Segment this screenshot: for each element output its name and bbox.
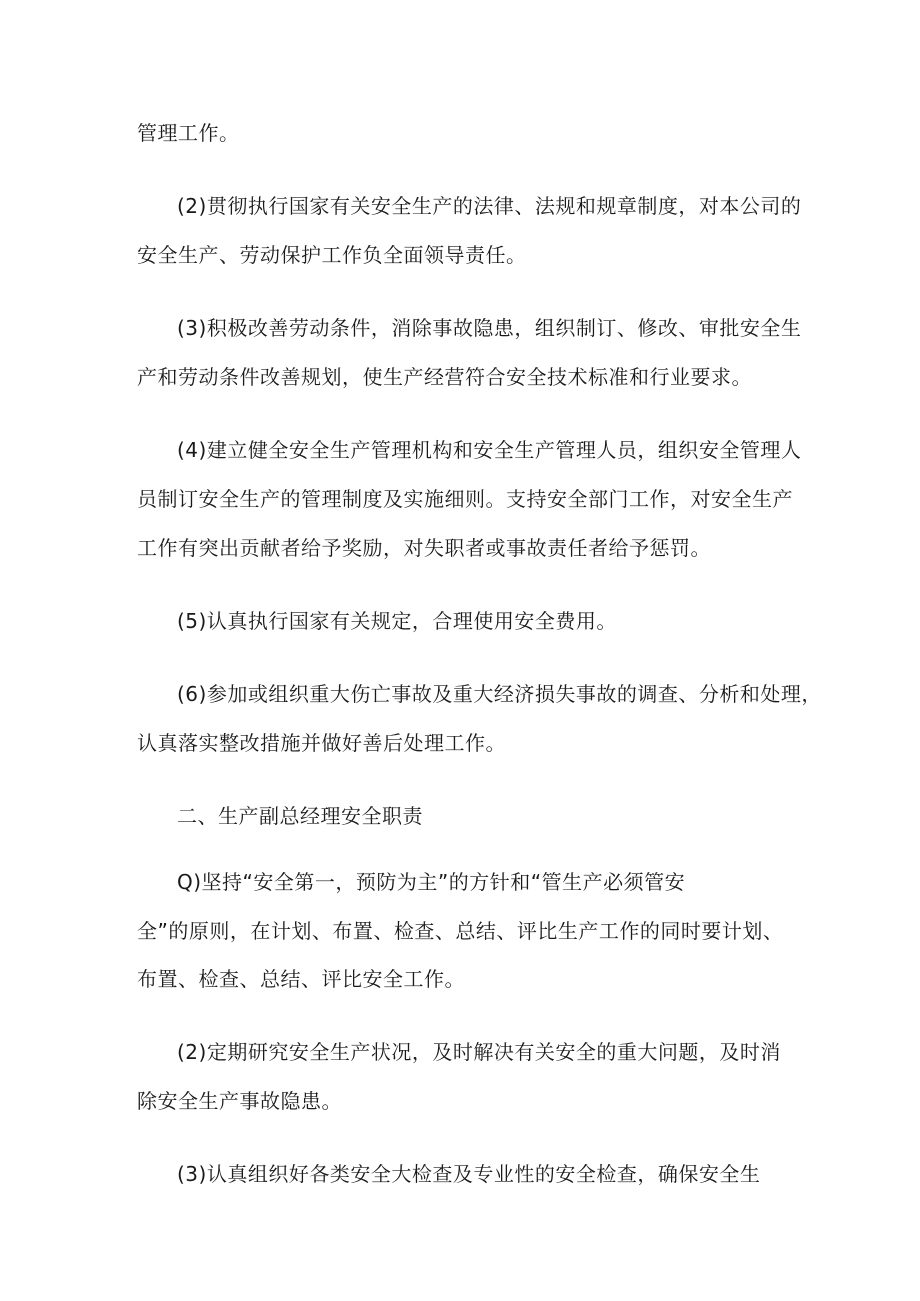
text-line: 安全生产、劳动保护工作负全面领导责任。 [137,243,527,267]
text-line: (3)认真组织好各类安全大检查及专业性的安全检查，确保安全生 [177,1162,761,1186]
text-line: 除安全生产事故隐患。 [137,1089,342,1113]
text-line: (4)建立健全安全生产管理机构和安全生产管理人员，组织安全管理人 [177,438,802,462]
text-line: 员制订安全生产的管理制度及实施细则。支持安全部门工作，对安全生产 [137,487,793,511]
text-line: 产和劳动条件改善规划，使生产经营符合安全技术标准和行业要求。 [137,365,752,389]
text-line: 管理工作。 [137,121,240,145]
text-line: (3)积极改善劳动条件，消除事故隐患，组织制订、修改、审批安全生 [177,316,802,340]
section-heading: 二、生产副总经理安全职责 [177,804,423,828]
text-line: 认真落实整改措施并做好善后处理工作。 [137,731,506,755]
text-line: 工作有突出贡献者给予奖励，对失职者或事故责任者给予惩罚。 [137,536,711,560]
text-line: (2)定期研究安全生产状况，及时解决有关安全的重大问题，及时消 [177,1040,781,1064]
text-line: (6)参加或组织重大伤亡事故及重大经济损失事故的调查、分析和处理， [177,682,822,706]
text-line: 布置、检查、总结、评比安全工作。 [137,967,465,991]
text-line: (5)认真执行国家有关规定，合理使用安全费用。 [177,609,617,633]
text-line: 全”的原则，在计划、布置、检查、总结、评比生产工作的同时要计划、 [137,919,784,943]
text-line: Q)坚持“安全第一，预防为主”的方针和“管生产必须管安 [177,870,686,894]
text-line: (2)贯彻执行国家有关安全生产的法律、法规和规章制度，对本公司的 [177,194,802,218]
